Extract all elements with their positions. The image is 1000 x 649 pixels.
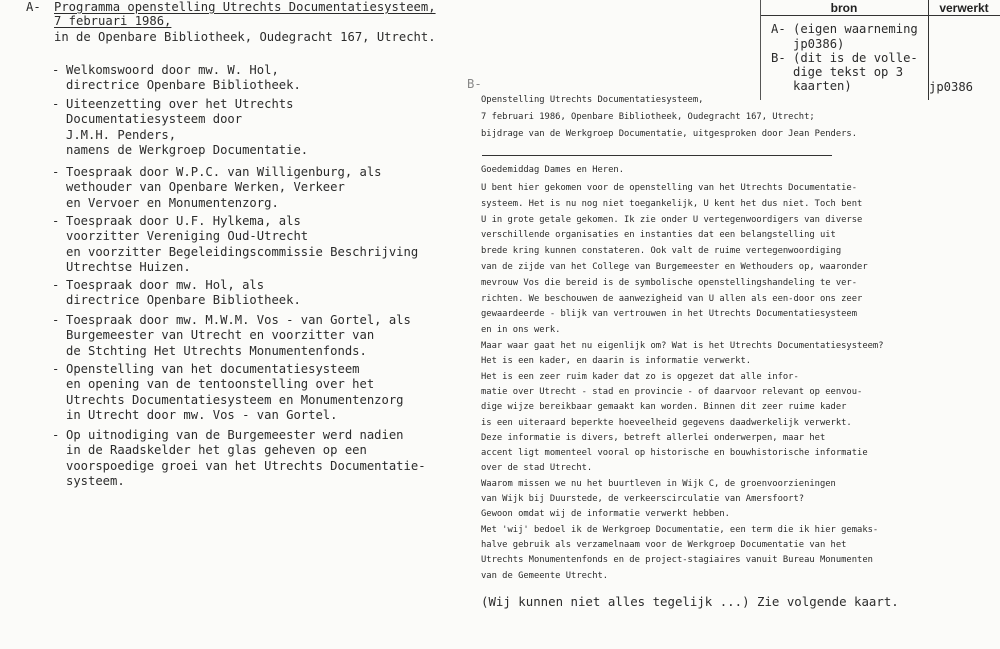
bron-line-1: A- (eigen waarneming: [771, 22, 918, 36]
program-item-line: Burgemeester van Utrecht en voorzitter van: [66, 328, 375, 343]
speech-line: Het is een zeer ruim kader dat zo is opgezet dat alle infor-: [481, 371, 799, 382]
speech-line: Gewoon omdat wij de informatie verwerkt hebben.: [481, 509, 730, 520]
program-item: [52, 313, 411, 359]
program-item-line: wethouder van Openbare Werken, Verkeer: [66, 180, 345, 195]
verwerkt-header: verwerkt: [939, 1, 989, 15]
program-item-line: namens de Werkgroep Documentatie.: [66, 143, 309, 158]
speech-line: accent ligt momenteel vooral op historische en bouwhistorische informatie: [481, 448, 868, 459]
bron-line-2: jp0386): [771, 37, 845, 51]
speech-line: van de Gemeente Utrecht.: [481, 570, 609, 581]
speech-line: halve gebruik als verzamelnaam voor de Werkgroep Documentatie van het: [481, 539, 847, 550]
program-location: in de Openbare Bibliotheek, Oudegracht 167, Utrecht.: [54, 30, 436, 44]
section-b-marker: B-: [467, 77, 482, 91]
program-item-line: de Stchting Het Utrechts Monumentenfonds.: [66, 343, 367, 358]
speech-line: Waarom missen we nu het buurtleven in Wijk C, de groenvoorzieningen: [481, 478, 836, 489]
list-bullet: -: [52, 97, 60, 111]
speech-line: U bent hier gekomen voor de openstelling van het Utrechts Documentatie-: [481, 183, 858, 193]
verwerkt-value: jp0386: [929, 80, 974, 94]
speech-line: matie over Utrecht - stad en provincie - of daarvoor relevant op eenvou-: [481, 386, 863, 397]
program-item-line: Toespraak door W.P.C. van Willigenburg, als: [66, 165, 382, 179]
program-item: [52, 214, 418, 276]
closing-line: (Wij kunnen niet alles tegelijk ...) Zie volgende kaart.: [481, 594, 899, 609]
bron-line-3: B- (dit is de volle-: [771, 51, 918, 65]
speech-line: Het is een kader, en daarin is informatie verwerkt.: [481, 356, 752, 367]
speech-line: is een uiteraard beperkte hoeveelheid gegevens daadwerkelijk verwerkt.: [481, 417, 852, 428]
program-item-line: in de Raadskelder het glas geheven op een: [66, 443, 367, 458]
speech-line: over de stad Utrecht.: [481, 463, 593, 474]
list-bullet: -: [52, 278, 60, 292]
speech-line: brede kring kunnen constateren. Ook valt de ruime vertegenwoordiging: [481, 246, 842, 257]
greeting: Goedemiddag Dames en Heren.: [481, 165, 624, 175]
speech-head-1: Openstelling Utrechts Documentatiesysteem,: [481, 95, 704, 105]
divider: [482, 155, 832, 156]
list-bullet: -: [52, 165, 60, 179]
speech-line: mevrouw Vos die bereid is de symbolische openstellingshandeling te ver-: [481, 277, 858, 288]
program-item-line: Op uitnodiging van de Burgemeester werd nadien: [66, 428, 404, 442]
program-item-line: Utrechts Documentatiesysteem en Monumentenzorg: [66, 392, 404, 407]
program-item: [52, 165, 382, 211]
speech-line: richten. We beschouwen de aanwezigheid van U allen als een-door ons zeer: [481, 293, 863, 304]
program-item-line: en Vervoer en Monumentenzorg.: [66, 195, 279, 210]
speech-line: gewaardeerde - blijk van vertrouwen in het Utrechts Documentatiesysteem: [481, 309, 858, 320]
program-item-line: en opening van de tentoonstelling over het: [66, 377, 375, 392]
list-bullet: -: [52, 362, 60, 376]
program-item-line: voorzitter Vereniging Oud-Utrecht: [66, 229, 309, 244]
program-item-line: Toespraak door mw. M.W.M. Vos - van Gortel, als: [66, 313, 411, 327]
program-item-line: Toespraak door mw. Hol, als: [66, 278, 265, 292]
speech-line: U in grote getale gekomen. Ik zie onder U vertegenwoordigers van diverse: [481, 214, 863, 225]
speech-line: verschillende organisaties en instanties dat een belangstelling uit: [481, 230, 836, 241]
program-item-line: Utrechtse Huizen.: [66, 260, 191, 275]
program-item-line: en voorzitter Begeleidingscommissie Beschrijving: [66, 244, 419, 259]
program-item-line: Toespraak door U.F. Hylkema, als: [66, 214, 301, 228]
program-item-line: directrice Openbare Bibliotheek.: [66, 293, 301, 308]
program-item: [52, 428, 426, 490]
speech-line: Utrechts Monumentenfonds en de project-stagiaires vanuit Bureau Monumenten: [481, 555, 873, 566]
list-bullet: -: [52, 63, 60, 77]
program-item-line: systeem.: [66, 474, 125, 489]
program-item-line: directrice Openbare Bibliotheek.: [66, 78, 301, 93]
bron-line-5: kaarten): [771, 79, 852, 93]
bron-header: bron: [830, 1, 858, 15]
section-a-marker: A-: [26, 0, 41, 14]
list-bullet: -: [52, 214, 60, 228]
speech-line: Maar waar gaat het nu eigenlijk om? Wat is het Utrechts Documentatiesysteem?: [481, 341, 884, 351]
program-item-line: J.M.H. Penders,: [66, 127, 177, 142]
speech-line: Met 'wij' bedoel ik de Werkgroep Documentatie, een term die ik hier gemaks-: [481, 524, 879, 535]
program-item-line: Openstelling van het documentatiesysteem: [66, 362, 360, 376]
program-title: Programma openstelling Utrechts Documentatiesysteem,: [54, 0, 436, 14]
list-bullet: -: [52, 428, 60, 442]
program-item: [52, 63, 301, 94]
program-item-line: Welkomswoord door mw. W. Hol,: [66, 63, 279, 77]
program-item: [52, 97, 308, 159]
program-item-line: Uiteenzetting over het Utrechts: [66, 97, 294, 111]
list-bullet: -: [52, 313, 60, 327]
program-item: [52, 362, 404, 424]
program-item-line: Documentatiesysteem door: [66, 112, 243, 127]
speech-head-2: 7 februari 1986, Openbare Bibliotheek, Oudegracht 167, Utrecht;: [481, 112, 815, 122]
program-date: 7 februari 1986,: [54, 14, 172, 28]
program-item: [52, 278, 301, 309]
bron-line-4: dige tekst op 3: [771, 65, 904, 79]
speech-line: Deze informatie is divers, betreft allerlei onderwerpen, maar het: [481, 432, 826, 443]
program-item-line: in Utrecht door mw. Vos - van Gortel.: [66, 408, 338, 423]
speech-line: van de zijde van het College van Burgemeester en Wethouders op, waaronder: [481, 262, 868, 272]
speech-line: dige wijze bereikbaar gemaakt kan worden. Binnen dit zeer ruime kader: [481, 402, 847, 413]
program-item-line: voorspoedige groei van het Utrechts Documentatie-: [66, 458, 426, 473]
speech-head-3: bijdrage van de Werkgroep Documentatie, uitgesproken door Jean Penders.: [481, 129, 858, 139]
speech-line: en in ons werk.: [481, 325, 561, 336]
speech-line: van Wijk bij Duurstede, de verkeerscirculatie van Amersfoort?: [481, 494, 805, 504]
speech-line: systeem. Het is nu nog niet toegankelijk, U kent het dus niet. Toch bent: [481, 198, 863, 209]
